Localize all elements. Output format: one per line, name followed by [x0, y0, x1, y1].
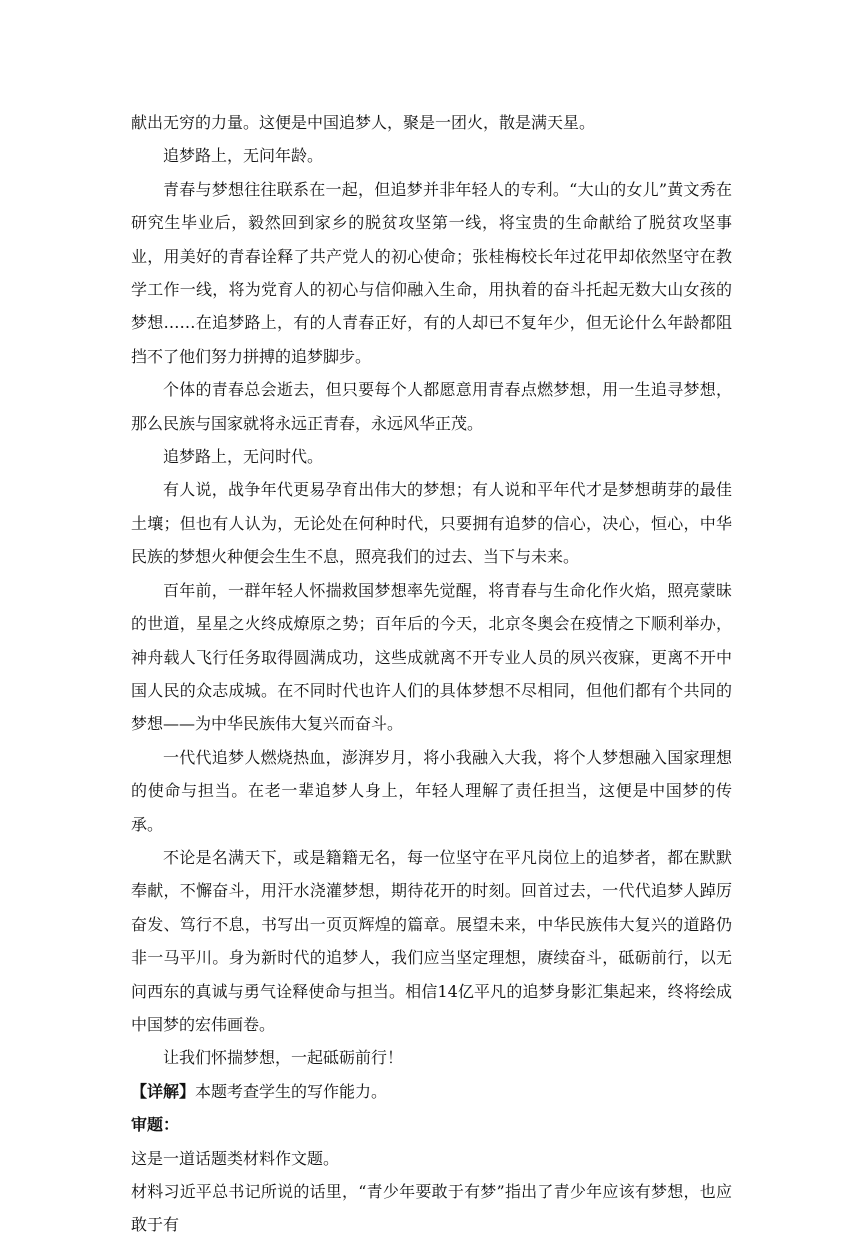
detail-text: 本题考查学生的写作能力。: [195, 1081, 388, 1101]
paragraph-0: 献出无穷的力量。这便是中国追梦人，聚是一团火，散是满天星。: [131, 113, 596, 132]
paragraph-5: 有人说，战争年代更易孕育出伟大的梦想；有人说和平年代才是梦想萌芽的最佳土壤；但也有人认为，无论处在何种时代，只要拥有追梦的信心，决心，恒心，中华民族的梦想火种便会生生不息，照亮我们的过去、当下与未来。: [131, 480, 732, 567]
shenti-heading: 审题：: [131, 1115, 180, 1135]
paragraph-4: 追梦路上，无问时代。: [163, 447, 324, 467]
paragraph-6: 百年前，一群年轻人怀揣救国梦想率先觉醒，将青春与生命化作火焰，照亮蒙昧的世道，星星之火终成燎原之势；百年后的今天，北京冬奥会在疫情之下顺利举办，神舟载人飞行任务取得圆满成功，这些成就离不开专业人员的夙兴夜寐，更离不开中国人民的众志成城。在不同时代也许人们的具体梦想不尽相同，但他们都有个共同的梦想——为中华民族伟大复兴而奋斗。: [131, 580, 732, 734]
shenti-line-1: 这是一道话题类材料作文题。: [131, 1148, 340, 1168]
paragraph-8: 不论是名满天下，或是籍籍无名，每一位坚守在平凡岗位上的追梦者，都在默默奉献，不懈奋斗，用汗水浇灌梦想，期待花开的时刻。回首过去，一代代追梦人踔厉奋发、笃行不息，书写出一页页辉煌的篇章。展望未来，中华民族伟大复兴的道路仍非一马平川。身为新时代的追梦人，我们应当坚定理想，赓续奋斗，砥砺前行，以无问西东的真诚与勇气诠释使命与担当。相信14亿平凡的追梦身影汇集起来，终将绘成中国梦的宏伟画卷。: [131, 847, 732, 1034]
detail-line: [131, 1075, 732, 1108]
paragraph-9: 让我们怀揣梦想，一起砥砺前行！: [163, 1048, 404, 1068]
paragraph-7: 一代代追梦人燃烧热血，澎湃岁月，将小我融入大我，将个人梦想融入国家理想的使命与担当。在老一辈追梦人身上，年轻人理解了责任担当，这便是中国梦的传承。: [131, 747, 732, 834]
essay-body: [131, 106, 732, 1075]
detail-label: 【详解】: [131, 1081, 196, 1101]
shenti-line-2: 材料习近平总书记所说的话里，“青少年要敢于有梦”指出了青少年应该有梦想，也应敢于有: [131, 1182, 732, 1235]
paragraph-1: 追梦路上，无问年龄。: [163, 146, 324, 166]
paragraph-2: 青春与梦想往往联系在一起，但追梦并非年轻人的专利。“大山的女儿”黄文秀在研究生毕业后，毅然回到家乡的脱贫攻坚第一线，将宝贵的生命献给了脱贫攻坚事业，用美好的青春诠释了共产党人的初心使命；张桂梅校长年过花甲却依然坚守在教学工作一线，将为党育人的初心与信仰融入生命，用执着的奋斗托起无数大山女孩的梦想……在追梦路上，有的人青春正好，有的人却已不复年少，但无论什么年龄都阻挡不了他们努力拼搏的追梦脚步。: [131, 179, 732, 366]
paragraph-3: 个体的青春总会逝去，但只要每个人都愿意用青春点燃梦想，用一生追寻梦想，那么民族与国家就将永远正青春，永远风华正茂。: [131, 380, 732, 433]
